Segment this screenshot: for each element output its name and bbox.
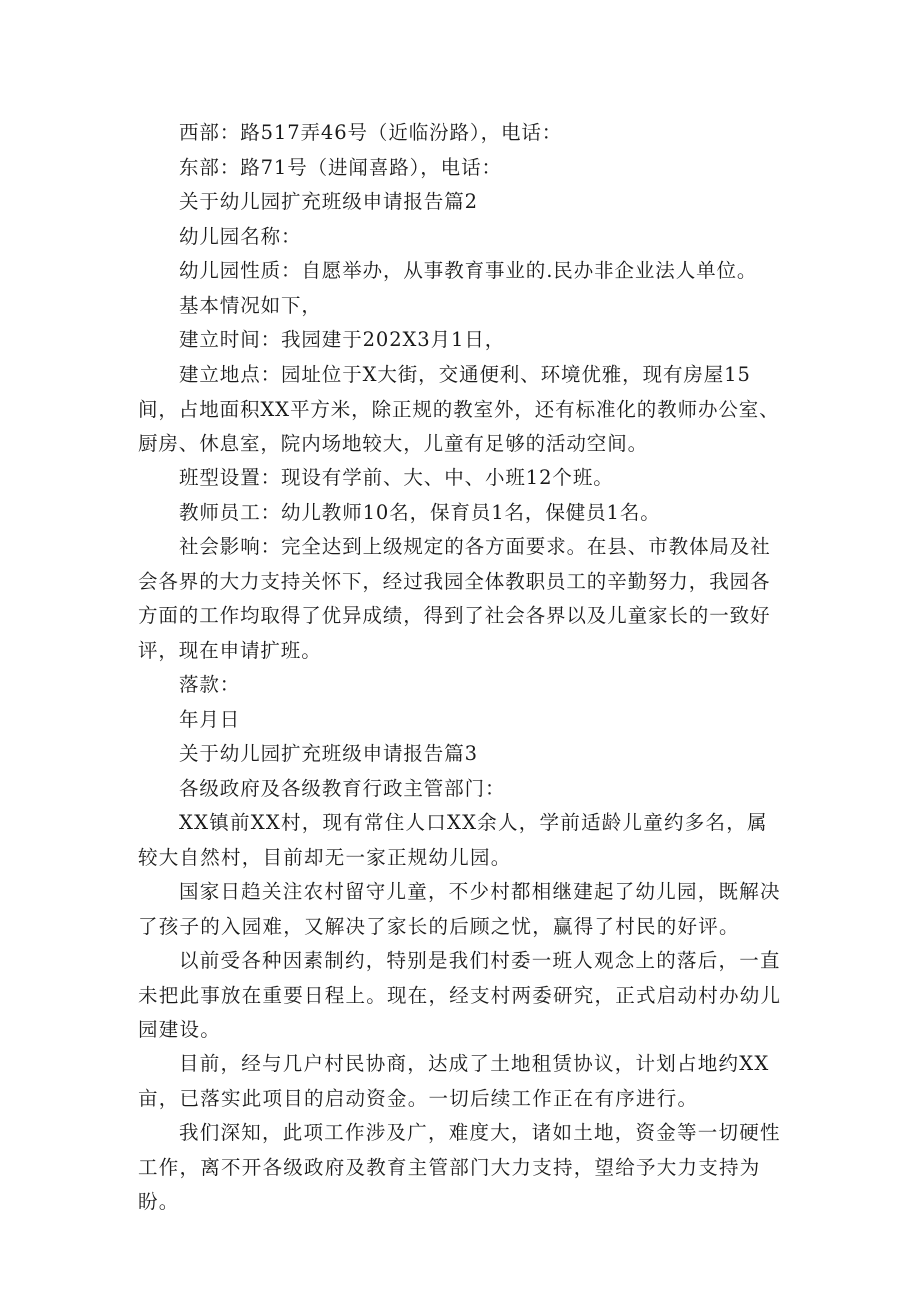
paragraph-signature: 落款： [179, 673, 241, 696]
paragraph-past-constraints: 以前受各种因素制约，特别是我们村委一班人观念上的落后，一直未把此事放在重要日程上。现在，经支村两委研究，正式启动村办幼儿园建设。 [138, 949, 782, 1041]
paragraph-national-attention: 国家日趋关注农村留守儿童，不少村都相继建起了幼儿园，既解决了孩子的入园难，又解决了家长的后顾之忧，赢得了村民的好评。 [138, 880, 781, 938]
section-heading-part-2: 关于幼儿园扩充班级申请报告篇2 [179, 190, 478, 213]
paragraph-founding-date: 建立时间：我园建于202X3月1日， [179, 328, 506, 351]
paragraph-kindergarten-name: 幼儿园名称： [179, 225, 302, 248]
paragraph-staff: 教师员工：幼儿教师10名，保育员1名，保健员1名。 [179, 501, 661, 524]
paragraph-kindergarten-nature: 幼儿园性质：自愿举办，从事教育事业的.民办非企业法人单位。 [179, 259, 758, 282]
paragraph-class-setup: 班型设置：现设有学前、大、中、小班12个班。 [179, 466, 614, 489]
paragraph-location: 建立地点：园址位于X大街，交通便利、环境优雅，现有房屋15间，占地面积XX平方米，除正规的教室外，还有标准化的教师办公室、厨房、休息室，院内场地较大，儿童有足够的活动空间。 [138, 363, 780, 455]
section-heading-part-3: 关于幼儿园扩充班级申请报告篇3 [179, 742, 478, 765]
paragraph-village-status: XX镇前XX村，现有常住人口XX余人，学前适龄儿童约多名，属较大自然村，目前却无一家正规幼儿园。 [138, 811, 768, 869]
paragraph-recipient: 各级政府及各级教育行政主管部门： [179, 777, 506, 800]
paragraph-west-address: 西部：路517弄46号（近临汾路），电话： [179, 121, 563, 144]
paragraph-basic-info: 基本情况如下， [179, 294, 322, 317]
paragraph-social-impact: 社会影响：完全达到上级规定的各方面要求。在县、市教体局及社会各界的大力支持关怀下，经过我园全体教职员工的辛勤努力，我园各方面的工作均取得了优异成绩，得到了社会各界以及儿童家长的一致好评，现在申请扩班。 [138, 535, 771, 662]
paragraph-east-address: 东部：路71号（进闻喜路），电话： [179, 156, 502, 179]
paragraph-current-progress: 目前，经与几户村民协商，达成了土地租赁协议，计划占地约XX亩，已落实此项目的启动资金。一切后续工作正在有序进行。 [138, 1052, 770, 1110]
paragraph-support-request: 我们深知，此项工作涉及广，难度大，诸如土地，资金等一切硬性工作，离不开各级政府及教育主管部门大力支持，望给予大力支持为盼。 [138, 1121, 781, 1213]
paragraph-date: 年月日 [179, 708, 241, 731]
